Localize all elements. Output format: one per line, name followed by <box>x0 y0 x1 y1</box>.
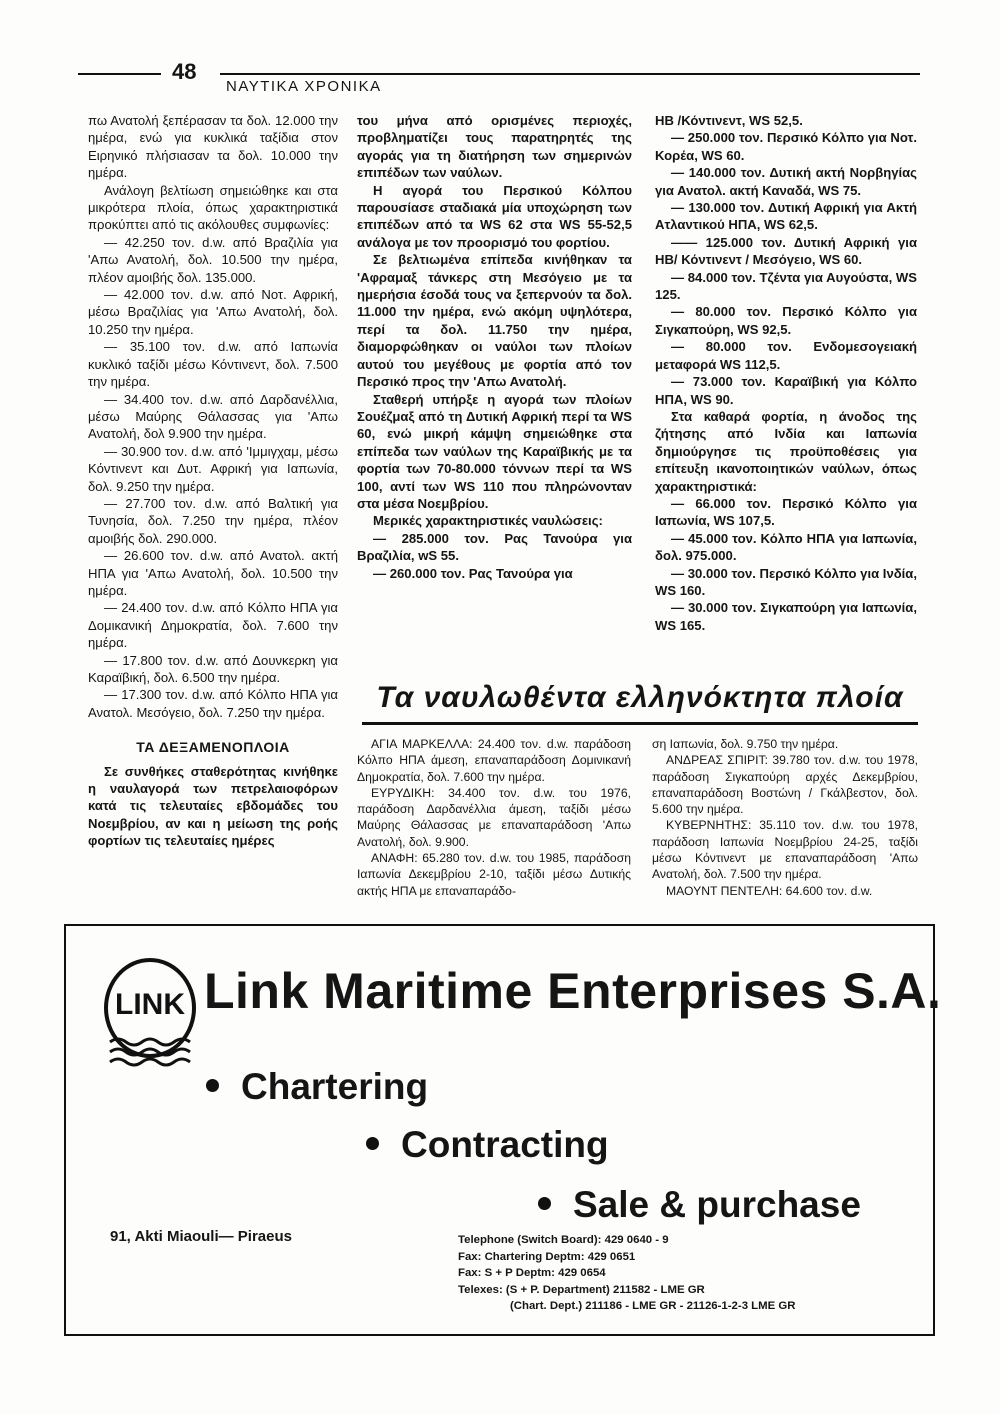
paragraph: Στα καθαρά φορτία, η άνοδος της ζήτησης από Ινδία και Ιαπωνία δημιούργησε τις προϋποθέσεις για επίτευξη ικανοποιητικών ναύλων, όπως χαρακτηριστικά: <box>655 408 917 494</box>
company-address: 91, Akti Miaouli— Piraeus <box>110 1228 292 1245</box>
paragraph: Ανάλογη βελτίωση σημειώθηκε και στα μικρότερα πλοία, όπως χαρακτηριστικά προκύπτει από τις ακόλουθες συμφωνίες: <box>88 182 338 233</box>
paragraph: Μερικές χαρακτηριστικές ναυλώσεις: <box>373 513 603 529</box>
charter-entry: — 24.400 τον. d.w. από Κόλπο ΗΠΑ για Δομικανική Δημοκρατία, δολ. 7.600 την ημέρα. <box>88 600 338 651</box>
charter-entry: — 260.000 τον. Ρας Τανούρα για <box>373 565 573 581</box>
ship-entry: ΜΑΟΥΝΤ ΠΕΝΤΕΛΗ: 64.600 τον. d.w. <box>666 883 873 898</box>
charter-entry: — 285.000 τον. Ρας Τανούρα για Βραζιλία, wS 55. <box>357 530 632 564</box>
paragraph: πω Ανατολή ξεπέρασαν τα δολ. 12.000 την ημέρα, ενώ για κυκλικά ταξίδια στον Ειρηνικό πλήσιασαν τα δολ. 10.000 την ημέρα. <box>88 113 338 181</box>
charter-entry: — 17.300 τον. d.w. από Κόλπο ΗΠΑ για Ανατολ. Μεσόγειο, δολ. 7.250 την ημέρα. <box>88 687 338 720</box>
contact-line: Fax: Chartering Deptm: 429 0651 <box>458 1250 636 1263</box>
ship-entry: ΑΝΔΡΕΑΣ ΣΠΙΡΙΤ: 39.780 τον. d.w. του 1978, παράδοση Σιγκαπούρη αρχές Δεκεμβρίου, επαναπαράδοση Βοστώνη / Γκάλβεστον, δολ. 5.600 την ημέρα. <box>652 753 918 817</box>
ship-entry: ΚΥΒΕΡΝΗΤΗΣ: 35.110 τον. d.w. του 1978, παράδοση Ιαπωνία Νοεμβρίου 24-25, ταξίδι μέσω Κόντινεντ με επαναπαράδοση 'Απω Ανατολή, δολ. 7.500 την ημέρα. <box>652 818 918 882</box>
section-intro: Σε συνθήκες σταθερότητας κινήθηκε η ναυλαγορά των πετρελαιοφόρων κατά τις τελευταίες εβδομάδες του Νοεμβρίου, αν και η μείωση της ροής φορτίων τις τελευταίες ημέρες <box>88 763 338 849</box>
advertisement-box <box>64 924 942 1336</box>
service-contracting <box>366 1124 609 1166</box>
service-sale-purchase <box>538 1184 861 1226</box>
contact-line: Telephone (Switch Board): 429 0640 - 9 <box>458 1234 669 1246</box>
page-number: 48 <box>172 59 197 84</box>
charter-entry: — 80.000 τον. Περσικό Κόλπο για Σιγκαπούρη, WS 92,5. <box>655 304 917 337</box>
ship-entry: ΑΝΑΦΗ: 65.280 τον. d.w. του 1985, παράδοση Ιαπωνία Δεκεμβρίου 2-10, ταξίδι μέσω Δυτικής ακτής ΗΠΑ με επαναπαράδο- <box>357 851 631 898</box>
company-name: Link Maritime Enterprises S.A. <box>204 963 942 1019</box>
ship-entry: ΑΓΙΑ ΜΑΡΚΕΛΛΑ: 24.400 τον. d.w. παράδοση Κόλπο ΗΠΑ άμεση, επαναπαράδοση Δομινικανή Δημοκρατία, δολ. 7.600 την ημέρα. <box>357 737 631 784</box>
page-header <box>78 58 920 98</box>
contact-line: Fax: S + P Deptm: 429 0654 <box>458 1267 606 1280</box>
charter-entry: — 80.000 τον. Ενδομεσογειακή μεταφορά WS 112,5. <box>655 339 917 372</box>
contact-line: (Chart. Dept.) 211186 - LME GR - 21126-1-2-3 LME GR <box>510 1300 796 1313</box>
logo-text: LINK <box>115 988 185 1021</box>
service-label: Chartering <box>241 1066 429 1107</box>
ship-entry: ση Ιαπωνία, δολ. 9.750 την ημέρα. <box>652 737 839 751</box>
header-rule-left <box>78 73 161 75</box>
paragraph: του μήνα από ορισμένες περιοχές, προβληματίζει τους παρατηρητές της αγοράς για τη διατήρηση των σημερινών επιπέδων των ναύλων. <box>357 113 632 181</box>
header-rule-right <box>220 73 920 75</box>
article-column-2 <box>357 112 632 582</box>
greek-ships-title: Τα ναυλωθέντα ελληνόκτητα πλοία <box>362 678 918 725</box>
charter-entry: — 30.900 τον. d.w. από 'Ιμμιγχαμ, μέσω Κόντινεντ και Δυτ. Αφρική για Ιαπωνία, δολ. 9.250 την ημέρα. <box>88 443 338 494</box>
link-logo-icon <box>102 956 202 1074</box>
charter-entry: — 26.600 τον. d.w. από Ανατολ. ακτή ΗΠΑ για 'Απω Ανατολή, δολ. 10.500 την ημέρα. <box>88 548 338 598</box>
charter-entry: — 42.000 τον. d.w. από Νοτ. Αφρική, μέσω Βραζιλίας για 'Απω Ανατολή, δολ. 10.250 την ημέρα. <box>88 287 338 337</box>
bullet-icon <box>538 1197 551 1210</box>
section-heading-tankers: ΤΑ ΔΕΞΑΜΕΝΟΠΛΟΙΑ <box>136 739 290 756</box>
charter-entry: — 34.400 τον. d.w. από Δαρδανέλλια, μέσω Μαύρης Θάλασσας για 'Απω Ανατολή, δολ 9.900 την ημέρα. <box>88 391 338 442</box>
paragraph: Η αγορά του Περσικού Κόλπου παρουσίασε σταδιακά μία υποχώρηση των επιπέδων από τα WS 62 στα WS 55-52,5 ανάλογα με τον προορισμό του φορτίου. <box>357 182 632 250</box>
charter-entry: — 73.000 τον. Καραϊβική για Κόλπο ΗΠΑ, WS 90. <box>655 374 917 407</box>
charter-entry: — 30.000 τον. Περσικό Κόλπο για Ινδία, WS 160. <box>655 565 917 598</box>
bullet-icon <box>366 1137 379 1150</box>
greek-ships-column-a <box>357 736 631 899</box>
magazine-title: ΝΑΥΤΙΚΑ ΧΡΟΝΙΚΑ <box>226 78 382 95</box>
paragraph: Σε βελτιωμένα επίπεδα κινήθηκαν τα 'Αφραμαξ τάνκερς στη Μεσόγειο με τα ημερήσια έσοδά τους να ξεπερνούν τα δολ. 11.000 την ημέρα, ενώ ακόμη υψηλότερα, περί τα δολ. 11.750 την ημέρα, διαμορφώθηκαν οι ναύλοι των πλοίων αυτού του μεγέθους με φορτία από τον Περσικό προς την 'Απω Ανατολή. <box>357 252 632 390</box>
contact-line: Telexes: (S + P. Department) 211582 - LME GR <box>458 1283 705 1296</box>
charter-entry: — 35.100 τον. d.w. από Ιαπωνία κυκλικό ταξίδι μέσω Κόντινεντ, δολ. 7.500 την ημέρα. <box>88 339 338 390</box>
charter-entry: — 140.000 τον. Δυτική ακτή Νορβηγίας για Ανατολ. ακτή Καναδά, WS 75. <box>655 165 917 198</box>
bullet-icon <box>206 1079 219 1092</box>
charter-entry: —— 125.000 τον. Δυτική Αφρική για ΗΒ/ Κόντινεντ / Μεσόγειο, WS 60. <box>655 234 917 268</box>
service-chartering <box>206 1066 428 1108</box>
charter-entry: — 17.800 τον. d.w. από Δουνκερκη για Καραϊβική, δολ. 6.500 την ημέρα. <box>88 652 338 685</box>
service-label: Sale & purchase <box>573 1184 861 1225</box>
contact-details <box>458 1232 795 1315</box>
ship-entry: ΕΥΡΥΔΙΚΗ: 34.400 τον. d.w. του 1976, παράδοση Δαρδανέλλια άμεση, ταξίδι μέσω Μαύρης Θάλασσας με επαναπαράδοση 'Απω Ανατολή, δολ. 9.900. <box>357 785 631 849</box>
service-label: Contracting <box>401 1124 609 1165</box>
charter-entry: — 130.000 τον. Δυτική Αφρική για Ακτή Ατλαντικού ΗΠΑ, WS 62,5. <box>655 200 917 233</box>
charter-entry: — 42.250 τον. d.w. από Βραζιλία για 'Απω Ανατολή, δολ. 10.500 την ημέρα, πλέον αμοιβής δολ. 135.000. <box>88 234 338 285</box>
charter-entry: ΗΒ /Κόντινεντ, WS 52,5. <box>655 113 803 128</box>
charter-entry: — 45.000 τον. Κόλπο ΗΠΑ για Ιαπωνία, δολ. 975.000. <box>655 530 917 564</box>
charter-entry: — 66.000 τον. Περσικό Κόλπο για Ιαπωνία, WS 107,5. <box>655 495 917 529</box>
paragraph: Σταθερή υπήρξε η αγορά των πλοίων Σουέζμαξ από τη Δυτική Αφρική περί τα WS 60, ενώ μικρή κάμψη σημειώθηκε στα επίπεδα των ναύλων της Καραϊβικής με τα φορτία των 70-80.000 τόννων περί τα WS 100, αντί των WS 110 που πληρώνονταν στα μέσα Νοεμβρίου. <box>357 391 632 511</box>
charter-entry: — 84.000 τον. Τζέντα για Αυγούστα, WS 125. <box>655 269 917 303</box>
article-column-3 <box>655 112 917 634</box>
article-column-1 <box>88 112 338 850</box>
charter-entry: — 30.000 τον. Σιγκαπούρη για Ιαπωνία, WS 165. <box>655 600 917 633</box>
charter-entry: — 250.000 τον. Περσικό Κόλπο για Νοτ. Κορέα, WS 60. <box>655 130 917 163</box>
charter-entry: — 27.700 τον. d.w. από Βαλτική για Τυνησία, δολ. 7.250 την ημέρα, πλέον αμοιβής δολ. 290.000. <box>88 495 338 546</box>
greek-ships-column-b <box>652 736 918 899</box>
